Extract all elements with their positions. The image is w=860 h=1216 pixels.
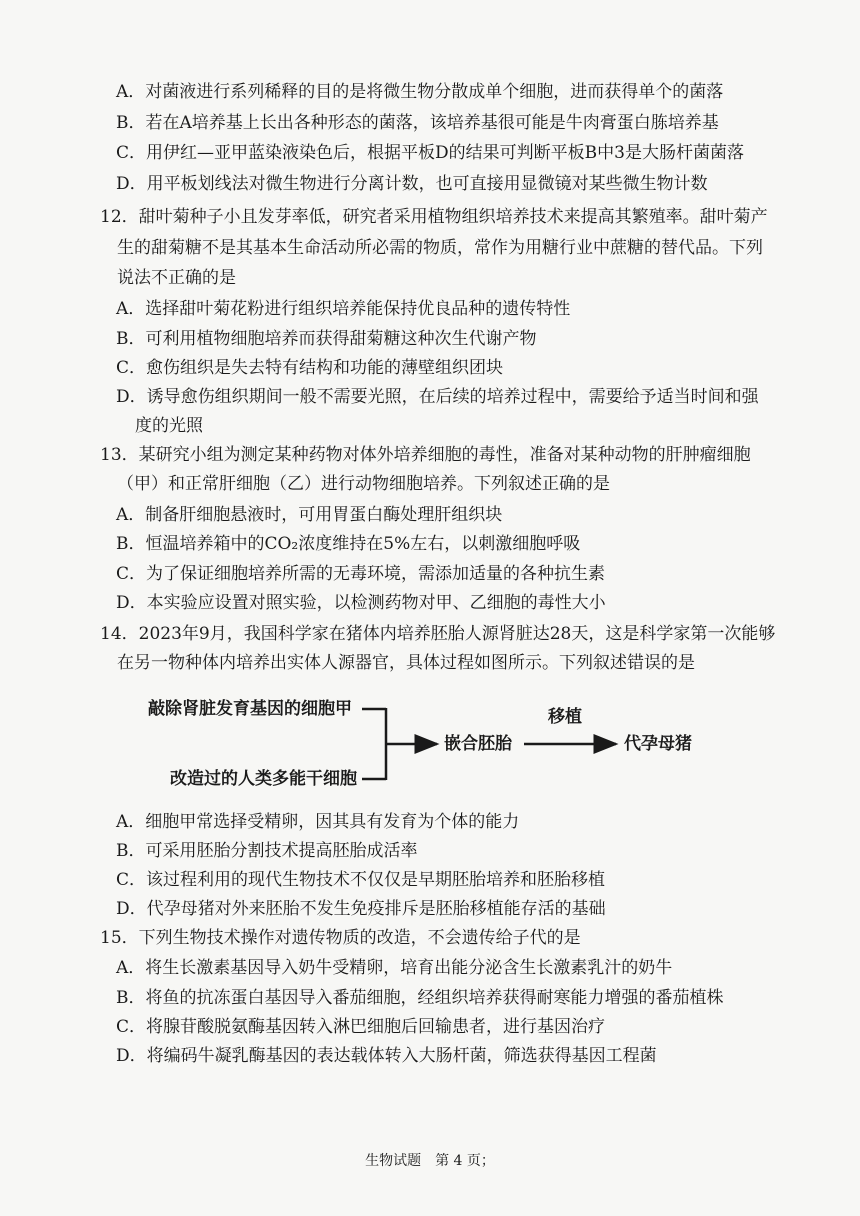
q14-option-a: A．细胞甲常选择受精卵，因其具有发育为个体的能力: [116, 812, 520, 832]
q15-option-a: A．将生长激素基因导入奶牛受精卵，培育出能分泌含生长激素乳汁的奶牛: [116, 958, 673, 978]
q14-option-c: C．该过程利用的现代生物技术不仅仅是早期胚胎培养和胚胎移植: [116, 870, 606, 890]
diagram-surrogate-sow: 代孕母猪: [624, 734, 692, 754]
q12-option-b: B．可利用植物细胞培养而获得甜菊糖这种次生代谢产物: [116, 329, 537, 349]
q11-option-b: B．若在A培养基上长出各种形态的菌落，该培养基很可能是牛肉膏蛋白胨培养基: [116, 113, 719, 133]
q11-option-c: C．用伊红—亚甲蓝染液染色后，根据平板D的结果可判断平板B中3是大肠杆菌菌落: [116, 143, 744, 163]
q13-option-c: C．为了保证细胞培养所需的无毒环境，需添加适量的各种抗生素: [116, 564, 606, 584]
diagram-input-cell-a: 敲除肾脏发育基因的细胞甲: [148, 699, 352, 719]
q11-option-a: A．对菌液进行系列稀释的目的是将微生物分散成单个细胞，进而获得单个的菌落: [116, 82, 724, 102]
q11-option-d: D．用平板划线法对微生物进行分离计数，也可直接用显微镜对某些微生物计数: [116, 174, 708, 194]
diagram-input-stem-cell: 改造过的人类多能干细胞: [170, 769, 357, 789]
q12-stem-line-1: 12．甜叶菊种子小且发芽率低，研究者采用植物组织培养技术来提高其繁殖率。甜叶菊产: [100, 207, 768, 227]
q13-option-d: D．本实验应设置对照实验，以检测药物对甲、乙细胞的毒性大小: [116, 593, 606, 613]
q12-stem-line-2: 生的甜菊糖不是其基本生命活动所必需的物质，常作为用糖行业中蔗糖的替代品。下列: [117, 238, 763, 258]
q12-option-d-continued: 度的光照: [135, 416, 203, 436]
q12-stem-line-3: 说法不正确的是: [117, 268, 236, 288]
q13-stem-line-1: 13．某研究小组为测定某种药物对体外培养细胞的毒性，准备对某种动物的肝肿瘤细胞: [100, 445, 751, 465]
q12-option-c: C．愈伤组织是失去特有结构和功能的薄壁组织团块: [116, 358, 504, 378]
q15-stem: 15．下列生物技术操作对遗传物质的改造，不会遗传给子代的是: [100, 928, 581, 948]
q14-stem-line-2: 在另一物种体内培养出实体人源器官，具体过程如图所示。下列叙述错误的是: [117, 653, 695, 673]
q15-option-c: C．将腺苷酸脱氨酶基因转入淋巴细胞后回输患者，进行基因治疗: [116, 1017, 606, 1037]
process-diagram: [148, 684, 748, 804]
q13-option-a: A．制备肝细胞悬液时，可用胃蛋白酶处理肝组织块: [116, 505, 503, 525]
diagram-arrow-label: 移植: [548, 707, 582, 727]
q13-stem-line-2: （甲）和正常肝细胞（乙）进行动物细胞培养。下列叙述正确的是: [117, 474, 610, 494]
q12-option-d: D．诱导愈伤组织期间一般不需要光照，在后续的培养过程中，需要给予适当时间和强: [116, 387, 759, 407]
page-footer: 生物试题 第 4 页；: [365, 1153, 495, 1169]
q14-stem-line-1: 14．2023年9月，我国科学家在猪体内培养胚胎人源肾脏达28天，这是科学家第一次能够: [100, 624, 776, 644]
q15-option-d: D．将编码牛凝乳酶基因的表达载体转入大肠杆菌，筛选获得基因工程菌: [116, 1046, 657, 1066]
q13-option-b: B．恒温培养箱中的CO₂浓度维持在5%左右，以刺激细胞呼吸: [116, 534, 581, 554]
q12-option-a: A．选择甜叶菊花粉进行组织培养能保持优良品种的遗传特性: [116, 299, 571, 319]
q15-option-b: B．将鱼的抗冻蛋白基因导入番茄细胞，经组织培养获得耐寒能力增强的番茄植株: [116, 988, 724, 1008]
q14-option-d: D．代孕母猪对外来胚胎不发生免疫排斥是胚胎移植能存活的基础: [116, 899, 606, 919]
diagram-chimeric-embryo: 嵌合胚胎: [444, 734, 512, 754]
q14-option-b: B．可采用胚胎分割技术提高胚胎成活率: [116, 841, 418, 861]
